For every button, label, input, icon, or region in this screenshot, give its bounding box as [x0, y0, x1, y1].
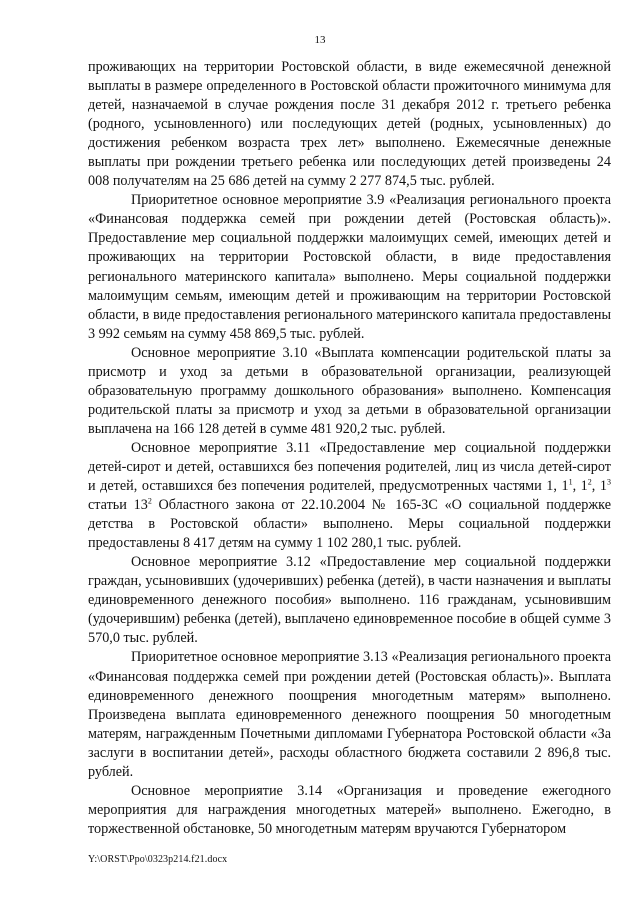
paragraph-1: проживающих на территории Ростовской области, в виде ежемесячной денежной выплаты в размере определенного в Ростовской области прожиточного минимума для детей, назначаемой в случае рождения после 31 декабря 2012 г. третьего ребенка (родного, усыновленного) или последующих детей (родных, усыновленных) до достижения ребенком возраста трех лет» выполнено. Ежемесячные денежные выплаты при рождении третьего ребенка или последующих детей произведены 24 008 получателям на 25 686 детей на сумму 2 277 874,5 тыс. рублей.	[88, 59, 611, 190]
paragraph-7: Основное мероприятие 3.14 «Организация и проведение ежегодного мероприятия для награждения многодетных матерей» выполнено. Ежегодно, в торжественной обстановке, 50 многодетным матерям вручаются Губернатором	[88, 782, 611, 837]
superscript-3: 3	[607, 477, 611, 487]
page-number: 13	[314, 34, 326, 46]
paragraph-4	[88, 439, 611, 553]
document-body	[88, 58, 611, 839]
superscript-2: 2	[587, 477, 592, 487]
paragraph-3: Основное мероприятие 3.10 «Выплата компенсации родительской платы за присмотр и уход за детьми в образовательной организации, реализующей образовательную программу дошкольного образования» выполнено. Компенсация родительской платы за присмотр и уход за детьми в образовательной организации выплачена на 166 128 детей в сумме 481 920,2 тыс. рублей.	[88, 344, 611, 437]
superscript-1: 1	[568, 477, 573, 487]
paragraph-4-text-b: , 1	[572, 478, 588, 495]
file-path-footer: Y:\ORST\Ppo\0323p214.f21.docx	[88, 854, 228, 865]
paragraph-4-text-c: , 1	[591, 478, 607, 495]
paragraph-4-text-a: Основное мероприятие 3.11 «Предоставление мер социальной поддержки детей-сирот и детей, оставшихся без попечения родителей, лиц из числа детей-сирот и детей, оставшихся без попечения родителей, предусмотренных частями 1, 1	[88, 439, 611, 495]
paragraph-4-text-d: статьи 13	[88, 497, 148, 514]
paragraph-2: Приоритетное основное мероприятие 3.9 «Реализация регионального проекта «Финансовая поддержка семей при рождении детей (Ростовская область)». Предоставление мер социальной поддержки малоимущих семей, имеющих детей и проживающих на территории Ростовской области, в виде предоставления регионального материнского капитала» выполнено. Меры социальной поддержки малоимущим семьям, имеющим детей и проживающим на территории Ростовской области, в виде предоставления регионального материнского капитала предоставлены 3 992 семьям на сумму 458 869,5 тыс. рублей.	[88, 192, 611, 342]
paragraph-4-text-e: Областного закона от 22.10.2004 № 165-ЗС «О социальной поддержке детства в Ростовской области» выполнено. Меры социальной поддержки предоставлены 8 417 детям на сумму 1 102 280,1 тыс. рублей.	[88, 497, 611, 552]
paragraph-5: Основное мероприятие 3.12 «Предоставление мер социальной поддержки граждан, усыновивших (удочеривших) ребенка (детей), в части назначения и выплаты единовременного денежного пособия» выполнено. 116 гражданам, усыновившим (удочерившим) ребенка (детей), выплачено единовременное пособие в общей сумме 3 570,0 тыс. рублей.	[88, 554, 611, 647]
paragraph-6: Приоритетное основное мероприятие 3.13 «Реализация регионального проекта «Финансовая поддержка семей при рождении детей (Ростовская область)». Выплата единовременного денежного поощрения многодетным матерям» выполнено. Произведена выплата единовременного денежного поощрения 50 многодетным матерям, награжденным Почетными дипломами Губернатора Ростовской области «За заслуги в воспитании детей», расходы областного бюджета составили 2 896,8 тыс. рублей.	[88, 649, 611, 780]
superscript-article: 2	[147, 496, 152, 506]
